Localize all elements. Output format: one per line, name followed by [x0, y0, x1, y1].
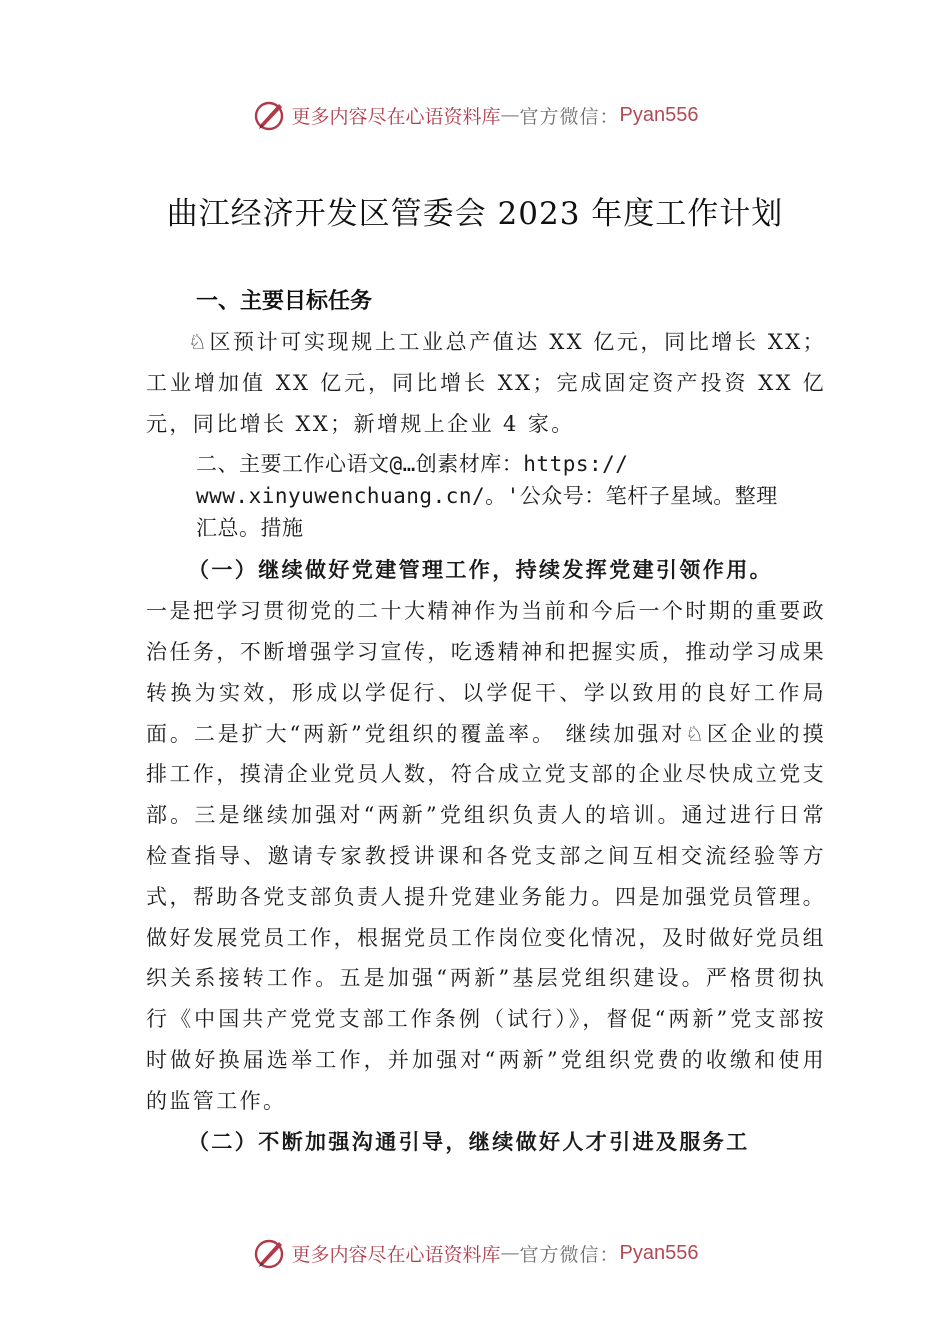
section1-heading: 一、主要目标任务 — [196, 289, 373, 314]
subsection1-heading: （一）继续做好党建管理工作，持续发挥党建引领作用。 — [188, 557, 773, 583]
subsection1-body: 一是把学习贯彻党的二十大精神作为当前和今后一个时期的重要政治任务，不断增强学习宣传，吃透精神和把握实质，推动学习成果转换为实效，形成以学促行、以学促干、学以致用的良好工作局面。二是扩大“两新”党组织的覆盖率。 继续加强对♘区企业的摸排工作，摸清企业党员人数，符合成立党支部的企业尽快成立党支部。三是继续加强对“两新”党组织负责人的培训。通过进行日常检查指导、邀请专家教授讲课和各党支部之间互相交流经验等方式，帮助各党支部负责人提升党建业务能力。四是加强党员管理。做好发展党员工作，根据党员工作岗位变化情况，及时做好党员组织关系接转工作。五是加强“两新”基层党组织建设。严格贯彻执行《中国共产党党支部工作条例（试行）》，督促“两新”党支部按时做好换届选举工作，并加强对“两新”党组织党费的收缴和使用的监管工作。 — [146, 599, 826, 1113]
pen-logo-icon — [252, 1235, 288, 1271]
section2-line-3: 汇总。措施 — [196, 516, 304, 541]
banner-grey-text: 官方微信： — [519, 1243, 620, 1266]
footer-watermark-banner — [0, 1233, 950, 1273]
document-title: 曲江经济开发区管委会 2023 年度工作计划 — [166, 196, 784, 232]
banner-wechat-id: Pyan556 — [619, 1241, 699, 1264]
subsection2-heading: （二）不断加强沟通引导，继续做好人才引进及服务工 — [188, 1128, 750, 1154]
section2-heading-block — [196, 448, 826, 544]
section2-line-2: www.xinyuwenchuang.cn/。'公众号：笔杆子星域。整理 — [196, 484, 778, 509]
section2-line-1: 二、主要工作心语文@…创素材库：https:// — [196, 452, 629, 477]
banner-red-text: 更多内容尽在心语资料库 — [291, 1243, 501, 1266]
section1-paragraph: ♘区预计可实现规上工业总产值达 XX 亿元，同比增长 XX；工业增加值 XX 亿元，同比增长 XX；完成固定资产投资 XX 亿元，同比增长 XX；新增规上企业 4 家。 — [146, 330, 826, 436]
pen-logo-icon — [252, 97, 288, 133]
banner-dash: — — [500, 1242, 520, 1264]
banner-grey-text: 官方微信： — [519, 105, 620, 128]
banner-red-text: 更多内容尽在心语资料库 — [291, 105, 501, 128]
document-body — [146, 282, 826, 1162]
header-watermark-banner — [0, 95, 950, 135]
banner-dash: — — [500, 104, 520, 126]
banner-wechat-id: Pyan556 — [619, 103, 699, 126]
